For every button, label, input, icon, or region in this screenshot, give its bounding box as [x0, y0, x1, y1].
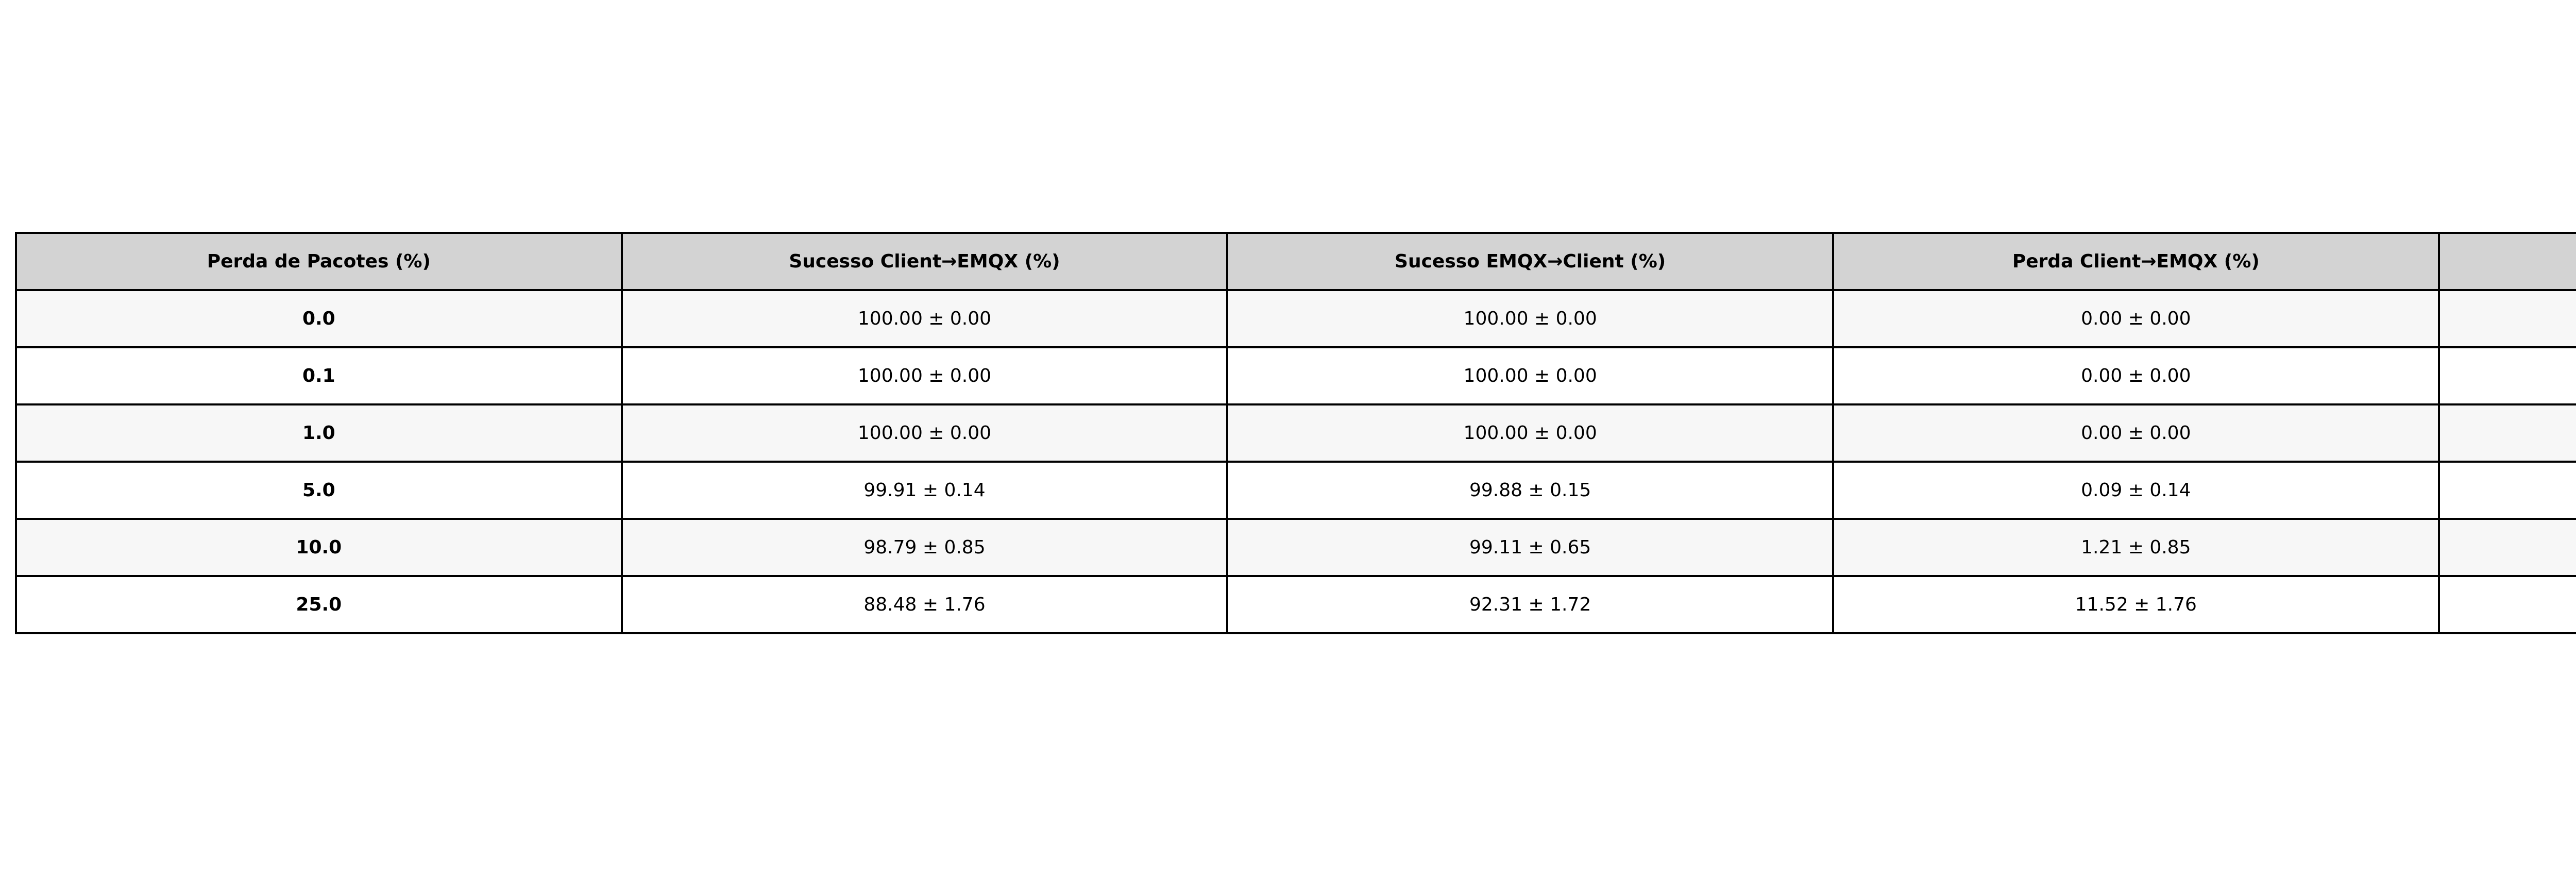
table-cell — [2439, 519, 2576, 576]
table-cell: 99.91 ± 0.14 — [622, 462, 1228, 519]
table-cell: 100.00 ± 0.00 — [1227, 347, 1833, 404]
table-cell: 92.31 ± 1.72 — [1227, 576, 1833, 633]
table-cell: 100.00 ± 0.00 — [1227, 404, 1833, 462]
header-row — [16, 233, 2576, 290]
table-cell — [2439, 404, 2576, 462]
table-cell: 0.00 ± 0.00 — [1833, 404, 2439, 462]
table-cell: 0.00 ± 0.00 — [1833, 347, 2439, 404]
row-label-cell: 5.0 — [16, 462, 622, 519]
row-label-cell: 1.0 — [16, 404, 622, 462]
table-cell: 100.00 ± 0.00 — [622, 290, 1228, 347]
table-cell — [2439, 347, 2576, 404]
table-cell — [2439, 290, 2576, 347]
table-row — [16, 576, 2576, 633]
table-cell: 1.21 ± 0.85 — [1833, 519, 2439, 576]
table-body — [16, 290, 2576, 633]
row-label-cell: 0.0 — [16, 290, 622, 347]
column-header-perda-de-pacotes-pct: Perda de Pacotes (%) — [16, 233, 622, 290]
table-cell: 11.52 ± 1.76 — [1833, 576, 2439, 633]
table-row — [16, 404, 2576, 462]
table-row — [16, 290, 2576, 347]
row-label-cell: 0.1 — [16, 347, 622, 404]
table-cell — [2439, 462, 2576, 519]
table-row — [16, 519, 2576, 576]
table-cell: 0.00 ± 0.00 — [1833, 290, 2439, 347]
table-row — [16, 462, 2576, 519]
column-header-perda-client-to-emqx-pct: Perda Client→EMQX (%) — [1833, 233, 2439, 290]
table-cell: 99.11 ± 0.65 — [1227, 519, 1833, 576]
column-header-sucesso-client-to-emqx-pct: Sucesso Client→EMQX (%) — [622, 233, 1228, 290]
table-cell: 98.79 ± 0.85 — [622, 519, 1228, 576]
column-header-sucesso-emqx-to-client-pct: Sucesso EMQX→Client (%) — [1227, 233, 1833, 290]
table-cell: 88.48 ± 1.76 — [622, 576, 1228, 633]
row-label-cell: 25.0 — [16, 576, 622, 633]
table-cell — [2439, 576, 2576, 633]
column-header-perda-emqx-to-client-pct — [2439, 233, 2576, 290]
table-cell: 100.00 ± 0.00 — [1227, 290, 1833, 347]
table-header — [16, 233, 2576, 290]
row-label-cell: 10.0 — [16, 519, 622, 576]
table-cell: 100.00 ± 0.00 — [622, 347, 1228, 404]
table-row — [16, 347, 2576, 404]
table-cell: 0.09 ± 0.14 — [1833, 462, 2439, 519]
results-table — [15, 232, 2576, 634]
table-cell: 100.00 ± 0.00 — [622, 404, 1228, 462]
table-cell: 99.88 ± 0.15 — [1227, 462, 1833, 519]
